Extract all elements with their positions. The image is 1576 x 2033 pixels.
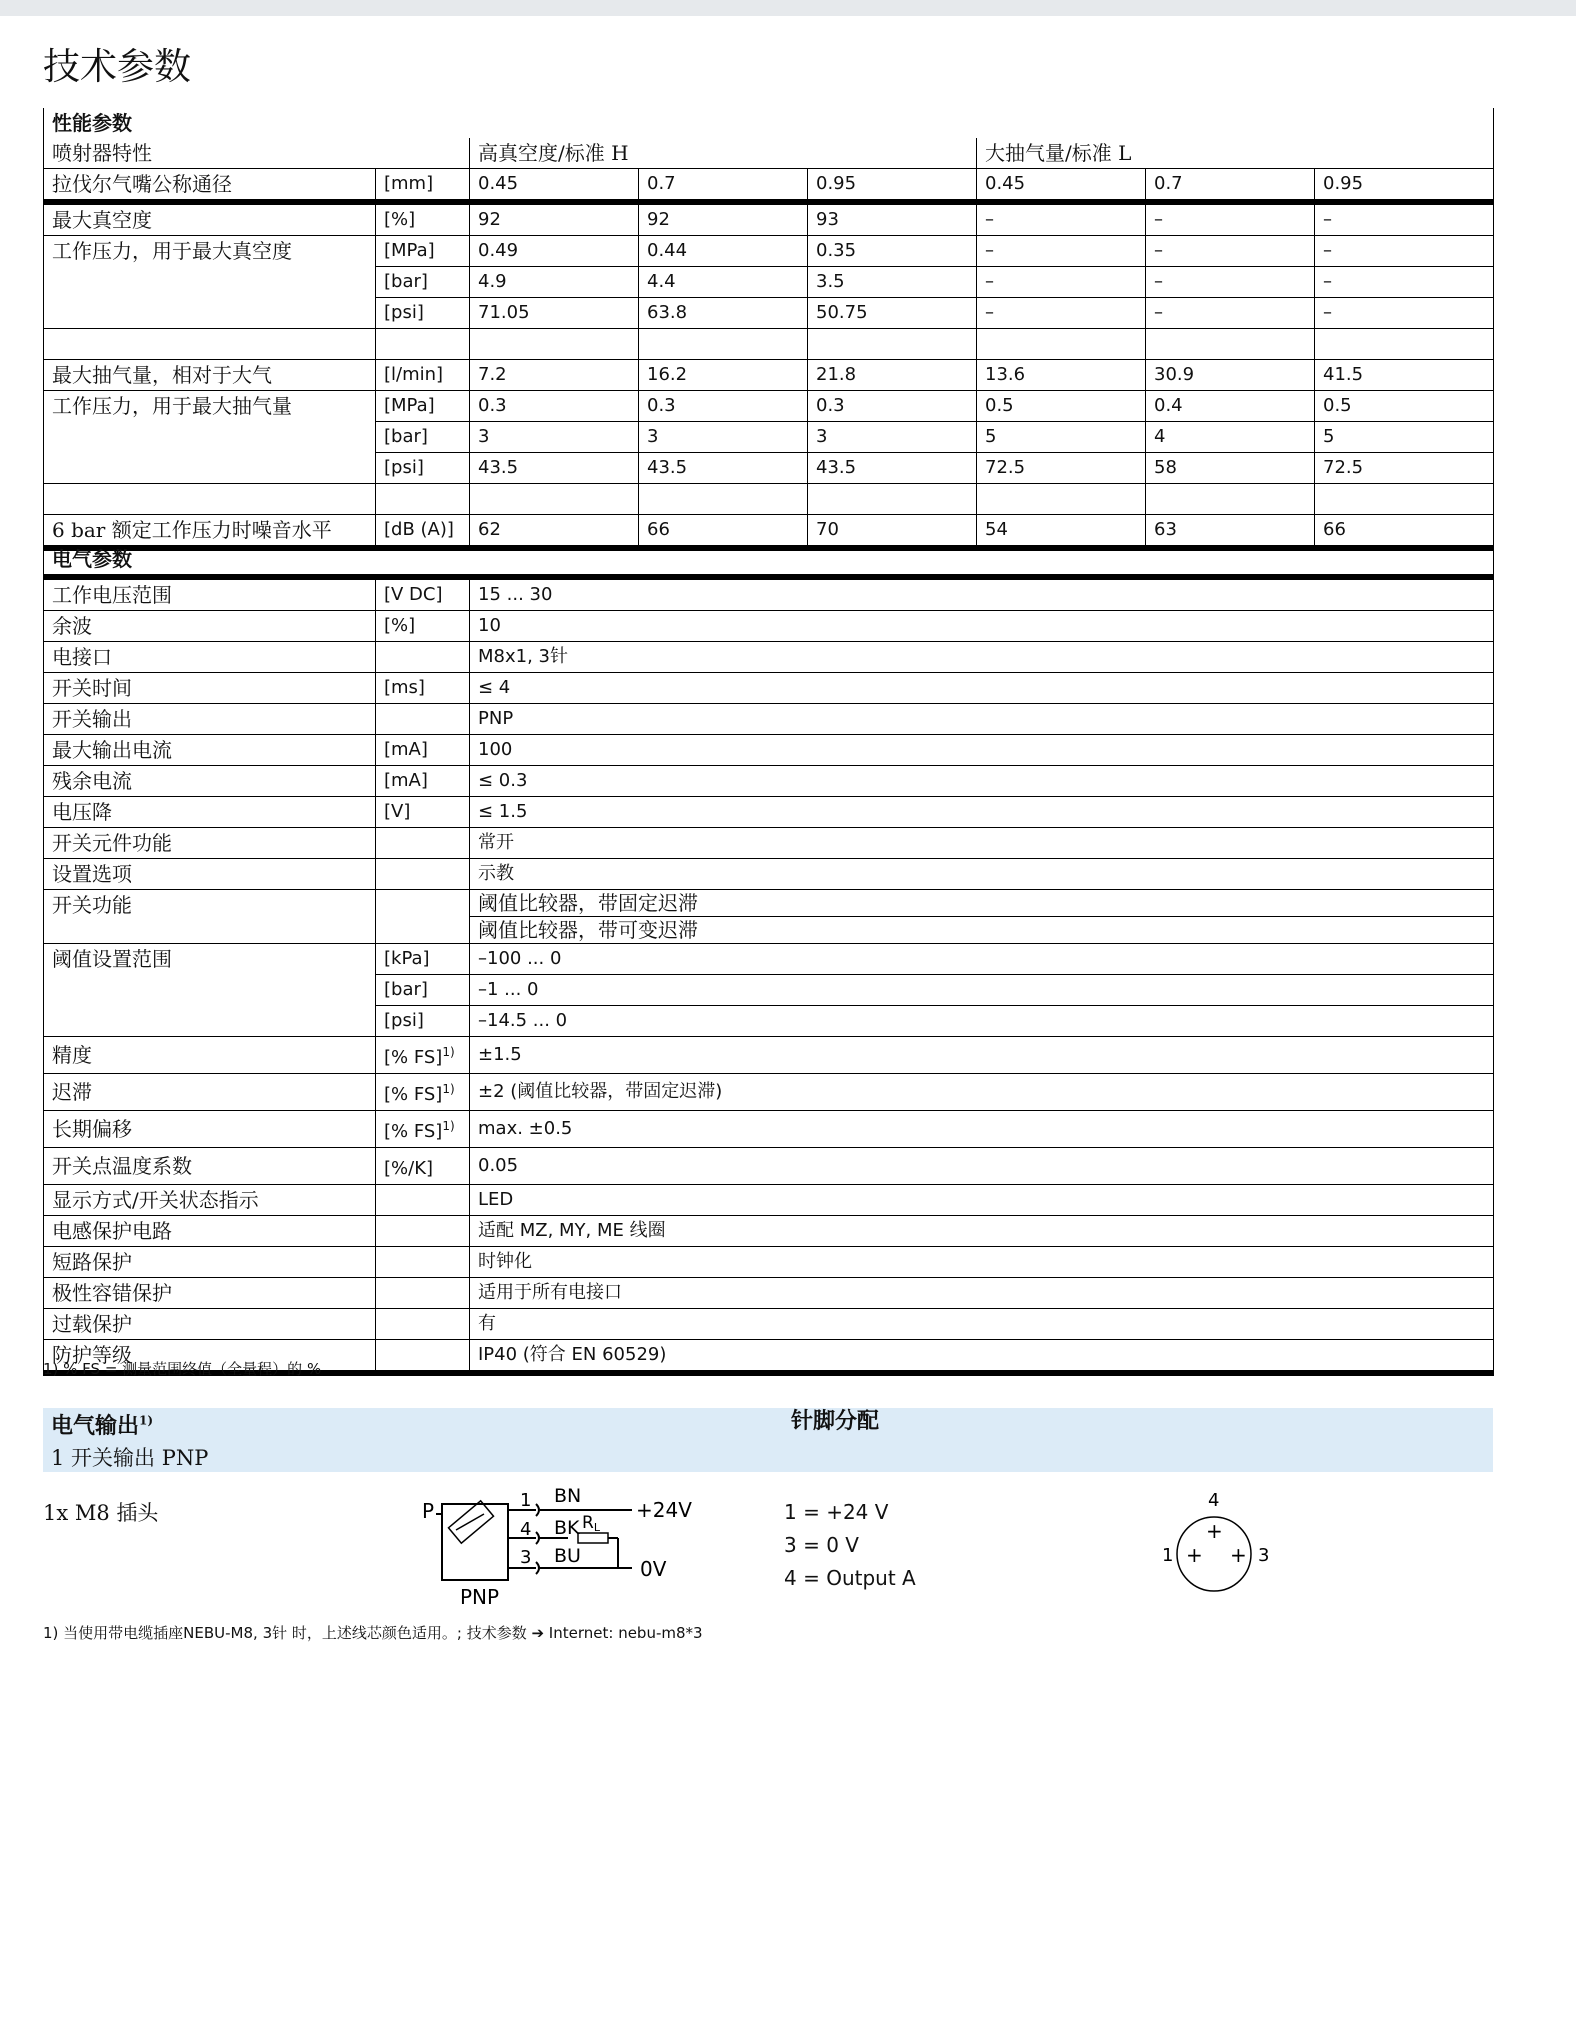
electrical-section-title: 电气参数 bbox=[44, 544, 1494, 577]
row-value: 100 bbox=[470, 735, 1494, 766]
vacuum-row: 最大真空度 [%] 92 92 93 – – – bbox=[44, 202, 1494, 236]
electrical-row bbox=[44, 611, 1494, 642]
pnp-label: PNP bbox=[460, 1585, 500, 1608]
threshold-row: [psi] –14.5 ... 0 bbox=[44, 1006, 1494, 1037]
electrical-row bbox=[44, 766, 1494, 797]
row-unit: [mA] bbox=[376, 766, 470, 797]
row-label: 迟滞 bbox=[44, 1074, 376, 1111]
connector-pin-view bbox=[1150, 1488, 1270, 1598]
pin-label-left: 1 bbox=[1162, 1545, 1174, 1566]
electrical-row bbox=[44, 1185, 1494, 1216]
pin-label-top: 4 bbox=[1208, 1490, 1220, 1511]
page-title: 技术参数 bbox=[43, 45, 191, 88]
row-label: 工作电压范围 bbox=[44, 577, 376, 611]
plus24v-label: +24V bbox=[636, 1498, 692, 1522]
electrical-row bbox=[44, 1148, 1494, 1185]
threshold-row: [bar] –1 ... 0 bbox=[44, 975, 1494, 1006]
row-value: 0.05 bbox=[470, 1148, 1494, 1185]
row-value: 示教 bbox=[470, 859, 1494, 890]
row-unit: [V] bbox=[376, 797, 470, 828]
row-unit: [% FS]$^{1)}$ bbox=[376, 1074, 470, 1111]
electrical-row bbox=[44, 673, 1494, 704]
connector-label: 1x M8 插头 bbox=[43, 1501, 159, 1525]
row-unit bbox=[376, 828, 470, 859]
pin-1-number: 1 bbox=[520, 1490, 532, 1511]
pin-label-right: 3 bbox=[1258, 1545, 1270, 1566]
row-unit bbox=[376, 1216, 470, 1247]
threshold-row: 阈值设置范围 [kPa] –100 ... 0 bbox=[44, 944, 1494, 975]
output-subtitle: 1 开关输出 PNP bbox=[51, 1446, 209, 1470]
performance-table bbox=[43, 108, 1494, 551]
electrical-row bbox=[44, 1111, 1494, 1148]
flow-row: 最大抽气量，相对于大气 [l/min] 7.2 16.2 21.8 13.6 30.9 41.5 bbox=[44, 360, 1494, 391]
pin-4-icon: + bbox=[1206, 1519, 1223, 1543]
group-h-header: 高真空度/标准 H bbox=[470, 138, 977, 169]
row-value: max. ±0.5 bbox=[470, 1111, 1494, 1148]
electrical-row bbox=[44, 797, 1494, 828]
row-value: 10 bbox=[470, 611, 1494, 642]
row-value: 常开 bbox=[470, 828, 1494, 859]
row-value: 适用于所有电接口 bbox=[470, 1278, 1494, 1309]
pin-3-icon: + bbox=[1230, 1543, 1247, 1567]
switch-function-row: 开关功能 阈值比较器，带固定迟滞 bbox=[44, 890, 1494, 917]
output-title: 电气输出$^{1)}$ bbox=[51, 1413, 154, 1439]
electrical-row bbox=[44, 704, 1494, 735]
top-bar bbox=[0, 0, 1576, 16]
row-value: 15 ... 30 bbox=[470, 577, 1494, 611]
bn-label: BN bbox=[554, 1488, 582, 1507]
footnote-fs: 1) % FS = 测量范围终值（全量程）的 % bbox=[43, 1360, 322, 1378]
row-unit bbox=[376, 1185, 470, 1216]
row-unit: [% FS]$^{1)}$ bbox=[376, 1037, 470, 1074]
pin-4-number: 4 bbox=[520, 1519, 532, 1540]
pressure-label: P bbox=[422, 1499, 435, 1523]
row-label: 开关元件功能 bbox=[44, 828, 376, 859]
pin-3-number: 3 bbox=[520, 1547, 532, 1568]
electrical-row bbox=[44, 1278, 1494, 1309]
row-unit bbox=[376, 1340, 470, 1374]
row-value: 时钟化 bbox=[470, 1247, 1494, 1278]
electrical-row bbox=[44, 1309, 1494, 1340]
performance-section-title: 性能参数 bbox=[44, 108, 1494, 138]
row-value: ≤ 0.3 bbox=[470, 766, 1494, 797]
row-value: PNP bbox=[470, 704, 1494, 735]
bu-label: BU bbox=[554, 1545, 581, 1567]
row-label: 开关输出 bbox=[44, 704, 376, 735]
row-value: ≤ 4 bbox=[470, 673, 1494, 704]
row-label: 极性容错保护 bbox=[44, 1278, 376, 1309]
row-label: 电接口 bbox=[44, 642, 376, 673]
row-value: ≤ 1.5 bbox=[470, 797, 1494, 828]
row-label: 设置选项 bbox=[44, 859, 376, 890]
wiring-diagram bbox=[418, 1488, 698, 1608]
pin-1-icon: + bbox=[1186, 1543, 1203, 1567]
row-label: 开关时间 bbox=[44, 673, 376, 704]
electrical-row bbox=[44, 735, 1494, 766]
nozzle-row: 拉伐尔气嘴公称通径 [mm] 0.45 0.7 0.95 0.45 0.7 0.95 bbox=[44, 169, 1494, 203]
row-value: 有 bbox=[470, 1309, 1494, 1340]
row-unit bbox=[376, 859, 470, 890]
row-value: IP40 (符合 EN 60529) bbox=[470, 1340, 1494, 1374]
row-unit: [%/K] bbox=[376, 1148, 470, 1185]
row-label: 精度 bbox=[44, 1037, 376, 1074]
row-unit: [ms] bbox=[376, 673, 470, 704]
bk-label: BK bbox=[554, 1517, 580, 1539]
row-unit: [%] bbox=[376, 611, 470, 642]
electrical-row bbox=[44, 642, 1494, 673]
row-unit: [mA] bbox=[376, 735, 470, 766]
row-label: 电感保护电路 bbox=[44, 1216, 376, 1247]
rl-label: RL bbox=[582, 1513, 600, 1534]
row-value: M8x1, 3针 bbox=[470, 642, 1494, 673]
electrical-row bbox=[44, 828, 1494, 859]
electrical-row bbox=[44, 1037, 1494, 1074]
row-label: 残余电流 bbox=[44, 766, 376, 797]
row-label: 过载保护 bbox=[44, 1309, 376, 1340]
row-unit bbox=[376, 642, 470, 673]
sensor-box bbox=[442, 1504, 508, 1580]
ejector-label: 喷射器特性 bbox=[44, 138, 376, 169]
pressure-flow-row: [bar] 3 3 3 5 4 5 bbox=[44, 422, 1494, 453]
pin-assignment-title: 针脚分配 bbox=[791, 1408, 880, 1434]
row-label: 防护等级 bbox=[44, 1340, 376, 1374]
row-label: 显示方式/开关状态指示 bbox=[44, 1185, 376, 1216]
zero-v-label: 0V bbox=[640, 1557, 667, 1581]
electrical-table bbox=[43, 544, 1494, 1376]
pin-entry: 4 = Output A bbox=[784, 1566, 916, 1590]
electrical-row bbox=[44, 577, 1494, 611]
pin-entry: 3 = 0 V bbox=[784, 1533, 859, 1557]
row-label: 电压降 bbox=[44, 797, 376, 828]
row-unit bbox=[376, 704, 470, 735]
row-label: 长期偏移 bbox=[44, 1111, 376, 1148]
pressure-vacuum-row: 工作压力，用于最大真空度 [MPa] 0.49 0.44 0.35 – – – bbox=[44, 236, 1494, 267]
row-unit: [% FS]$^{1)}$ bbox=[376, 1111, 470, 1148]
footnote-cable: 1) 当使用带电缆插座NEBU-M8, 3针 时，上述线芯颜色适用。; 技术参数 ➔ Internet: nebu-m8*3 bbox=[43, 1624, 703, 1642]
noise-row: 6 bar 额定工作压力时噪音水平 [dB (A)] 62 66 70 54 63 66 bbox=[44, 515, 1494, 549]
pin-entry: 1 = +24 V bbox=[784, 1500, 889, 1524]
row-unit bbox=[376, 1309, 470, 1340]
row-unit bbox=[376, 1247, 470, 1278]
electrical-row bbox=[44, 1216, 1494, 1247]
row-unit: [V DC] bbox=[376, 577, 470, 611]
pin-list bbox=[784, 1496, 916, 1595]
row-label: 最大输出电流 bbox=[44, 735, 376, 766]
row-value: LED bbox=[470, 1185, 1494, 1216]
row-label: 余波 bbox=[44, 611, 376, 642]
group-l-header: 大抽气量/标准 L bbox=[977, 138, 1494, 169]
output-header-band bbox=[43, 1408, 1493, 1472]
row-value: ±1.5 bbox=[470, 1037, 1494, 1074]
electrical-row bbox=[44, 859, 1494, 890]
switch-function-row: 阈值比较器，带可变迟滞 bbox=[44, 917, 1494, 944]
electrical-row bbox=[44, 1074, 1494, 1111]
row-value: ±2 (阈值比较器，带固定迟滞) bbox=[470, 1074, 1494, 1111]
row-value: 适配 MZ, MY, ME 线圈 bbox=[470, 1216, 1494, 1247]
electrical-row bbox=[44, 1247, 1494, 1278]
pressure-flow-row: 工作压力，用于最大抽气量 [MPa] 0.3 0.3 0.3 0.5 0.4 0.5 bbox=[44, 391, 1494, 422]
row-label: 开关点温度系数 bbox=[44, 1148, 376, 1185]
pressure-vacuum-row: [psi] 71.05 63.8 50.75 – – – bbox=[44, 298, 1494, 329]
load-resistor bbox=[578, 1533, 608, 1543]
pressure-vacuum-row: [bar] 4.9 4.4 3.5 – – – bbox=[44, 267, 1494, 298]
row-unit bbox=[376, 1278, 470, 1309]
pressure-flow-row: [psi] 43.5 43.5 43.5 72.5 58 72.5 bbox=[44, 453, 1494, 484]
row-label: 短路保护 bbox=[44, 1247, 376, 1278]
